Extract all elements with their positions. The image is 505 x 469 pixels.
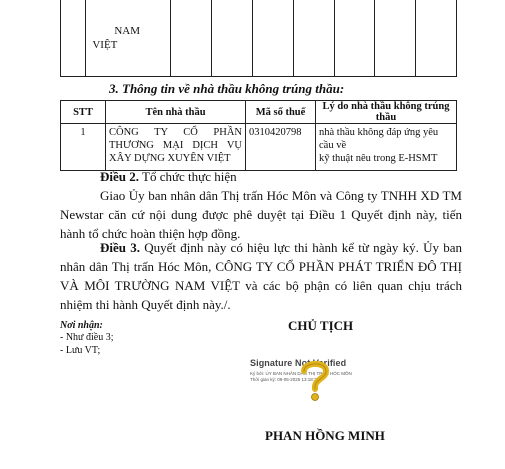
recipients-block [60, 320, 210, 357]
article-2-body: Giao Ủy ban nhân dân Thị trấn Hóc Môn và Công ty TNHH XD TM Newstar căn cứ nội dung được phê duyệt tại Điều 1 Quyết định này, tiến hành tổ chức hoàn thiện hợp đồng. [60, 188, 462, 241]
table-cell [212, 0, 253, 77]
table-cell [416, 0, 457, 77]
table-cell [171, 0, 212, 77]
column-header-name: Tên nhà thầu [106, 101, 246, 124]
column-header-reason: Lý do nhà thầu không trúng thầu [316, 101, 457, 124]
digital-signature-badge[interactable]: Signature Not Verified Ký bởi: ỦY BAN NHÂN DÂN THỊ TRẤN HÓC MÔN Thời gian ký: 09-05-2025 13:18:24 [250, 358, 370, 408]
article-3-body: Điều 3. Quyết định này có hiệu lực thi hành kể từ ngày ký. Ủy ban nhân dân Thị trấn Hóc Môn, CÔNG TY CỔ PHẦN PHÁT TRIỂN ĐÔ THỊ VÀ MÔI TRƯỜNG NAM VIỆT và các bộ phận có liên quan chịu trách nhiệm thi hành Quyết định này./. [60, 240, 462, 312]
signer-name: PHAN HỒNG MINH [265, 428, 385, 443]
section-3-title: 3. Thông tin về nhà thầu không trúng thầu: [109, 81, 345, 96]
signer-position: CHỦ TỊCH [288, 318, 354, 333]
table-cell [61, 0, 86, 77]
cell-stt: 1 [61, 124, 106, 171]
question-mark-icon [298, 358, 332, 402]
column-header-tax-code: Mã số thuế [246, 101, 316, 124]
table-cell-company: NAM VIỆT [86, 0, 171, 77]
table-cell [252, 0, 293, 77]
table-header-row [61, 101, 457, 124]
cell-bidder-name: CÔNG TY CỔ PHẦN THƯƠNG MẠI DỊCH VỤ XÂY DỰNG XUYÊN VIỆT [106, 124, 246, 171]
table-row [61, 124, 457, 171]
recipients-title: Nơi nhận: [60, 320, 103, 331]
previous-table-fragment [60, 0, 457, 77]
signature-status: Signature Not Verified [250, 358, 347, 368]
recipient-item: - Như điều 3; [60, 332, 114, 343]
cell-reason: nhà thầu không đáp ứng yêu cầu về kỹ thuật nêu trong E-HSMT [316, 124, 457, 171]
recipient-item: - Lưu VT; [60, 345, 101, 356]
table-cell [375, 0, 416, 77]
cell-tax-code: 0310420798 [246, 124, 316, 171]
column-header-stt: STT [61, 101, 106, 124]
table-cell [334, 0, 375, 77]
article-2-heading: Điều 2. Tổ chức thực hiện [100, 169, 237, 184]
table-cell [293, 0, 334, 77]
losing-bidders-table [60, 100, 457, 171]
